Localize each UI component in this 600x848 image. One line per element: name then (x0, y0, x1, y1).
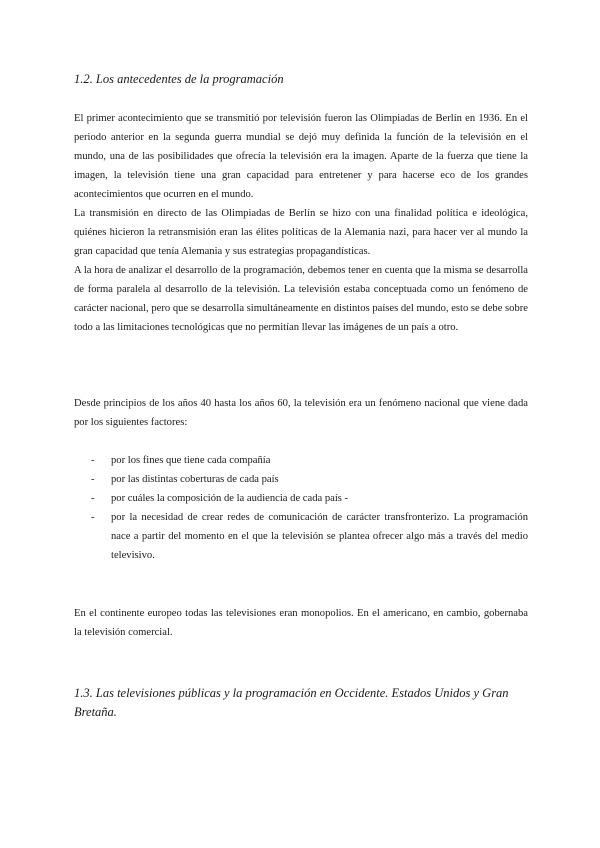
list-dash: - (91, 455, 95, 466)
paragraph-monopolies: En el continente europeo todas las televisiones eran monopolios. En el americano, en cambio, gobernaba la televisión comercial. (74, 608, 528, 638)
list-item (74, 508, 528, 565)
factors-list (74, 451, 528, 565)
paragraph-programming-development: A la hora de analizar el desarrollo de la programación, debemos tener en cuenta que la misma se desarrolla de forma paralela al desarrollo de la televisión. La televisión estaba conceptuada como un fenómeno de carácter nacional, pero que se desarrolla simultáneamente en distintos países del mundo, esto se debe sobre todo a las limitaciones tecnológicas que no permitían llevar las imágenes de un país a otro. (74, 265, 528, 333)
list-dash: - (91, 512, 95, 523)
paragraph-berlin-olympics: El primer acontecimiento que se transmitió por televisión fueron las Olimpiadas de Berlín en 1936. En el periodo anterior en la segunda guerra mundial se dejó muy definida la función de la televisión en el mundo, una de las posibilidades que ofrecía la televisión era la imagen. Aparte de la fuerza que tiene la imagen, la televisión tiene una gran capacidad para entretener y para hacerse eco de los grandes acontecimientos que ocurren en el mundo. (74, 113, 528, 200)
paragraph-live-transmission: La transmisión en directo de las Olimpiadas de Berlín se hizo con una finalidad política e ideológica, quiénes hicieron la retransmisión eran las élites políticas de la Alemania nazi, para hacer ver al mundo la gran capacidad que tenía Alemania y sus estrategias propagandísticas. (74, 208, 528, 257)
list-item-text: por los fines que tiene cada compañía (111, 455, 271, 466)
list-item (74, 451, 528, 470)
section-heading-1-2: 1.2. Los antecedentes de la programación (74, 72, 284, 86)
list-dash: - (91, 493, 95, 504)
paragraph-national-phenomenon: Desde principios de los años 40 hasta los años 60, la televisión era un fenómeno nacional que viene dada por los siguientes factores: (74, 398, 528, 428)
section-heading-1-3: 1.3. Las televisiones públicas y la programación en Occidente. Estados Unidos y Gran Bretaña. (74, 686, 509, 719)
list-item-text: por la necesidad de crear redes de comunicación de carácter transfronterizo. La programación nace a partir del momento en el que la televisión se plantea ofrecer algo más a través del medio televisivo. (111, 512, 528, 561)
list-item (74, 489, 528, 508)
list-item-text: por las distintas coberturas de cada país (111, 474, 279, 485)
list-item (74, 470, 528, 489)
list-item-text: por cuáles la composición de la audiencia de cada país - (111, 493, 349, 504)
list-dash: - (91, 474, 95, 485)
